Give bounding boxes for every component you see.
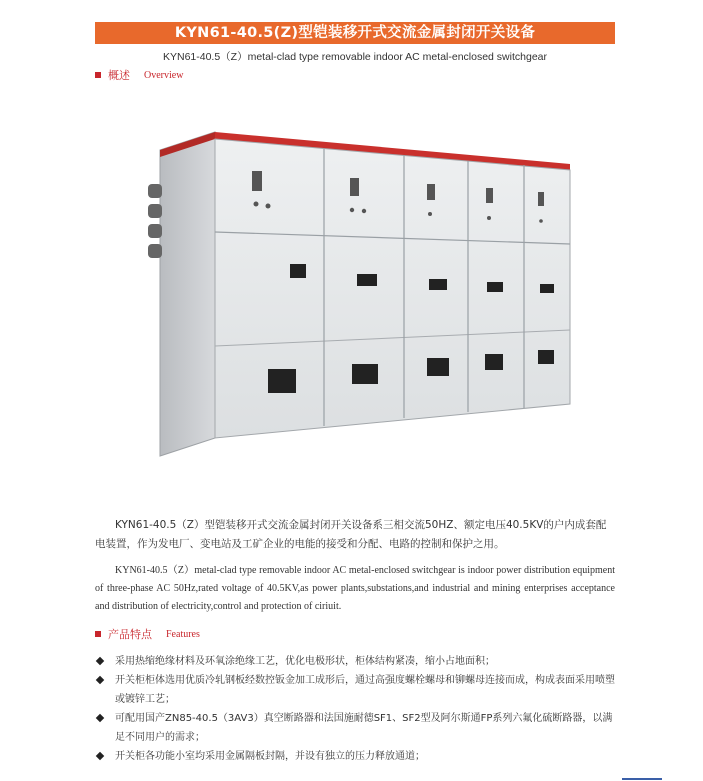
- bullet-diamond-icon: [96, 676, 104, 684]
- list-item: [95, 652, 620, 671]
- section-square-icon: [95, 631, 101, 637]
- overview-heading-en: Overview: [144, 69, 184, 81]
- features-heading-en: Features: [166, 628, 200, 640]
- section-square-icon: [95, 72, 101, 78]
- overview-paragraph-zh: KYN61-40.5（Z）型铠装移开式交流金属封闭开关设备系三相交流50HZ、额定电压40.5KV的户内成套配电装置，作为发电厂、变电站及工矿企业的电能的接受和分配、电路的控制和保护之用。: [95, 519, 607, 550]
- features-heading: [95, 627, 200, 641]
- corner-divider: [622, 778, 662, 780]
- features-list: [95, 652, 620, 766]
- feature-text: 开关柜柜体选用优质冷轧钢板经数控钣金加工成形后，通过高强度螺栓螺母和铆螺母连接而成，构成表面采用喷塑或镀锌工艺；: [115, 675, 615, 705]
- list-item: [95, 709, 620, 747]
- features-heading-zh: 产品特点: [108, 628, 152, 641]
- feature-text: 可配用国产ZN85-40.5（3AV3）真空断路器和法国施耐德SF1、SF2型及阿尔斯通FP系列六氟化硫断路器，以满足不同用户的需求；: [115, 713, 613, 743]
- feature-text: 开关柜各功能小室均采用金属隔板封隔，并设有独立的压力释放通道；: [115, 751, 425, 762]
- feature-text: 采用热缩绝缘材料及环氧涂绝缘工艺，优化电极形状，柜体结构紧凑，缩小占地面积；: [115, 656, 495, 667]
- bullet-diamond-icon: [96, 657, 104, 665]
- overview-heading-zh: 概述: [108, 69, 130, 82]
- overview-paragraph-en: KYN61-40.5（Z）metal-clad type removable indoor AC metal-enclosed switchgear is indoor power distribution equipment of three-phase AC 50Hz,rated voltage of 40.5KV,as power plants,substations,and industrial and mining enterprises acceptance and distribution of electricity,control and protection of ciriuit.: [95, 565, 615, 612]
- switchgear-photo: [140, 126, 580, 466]
- bullet-diamond-icon: [96, 752, 104, 760]
- page-subtitle: KYN61-40.5（Z）metal-clad type removable indoor AC metal-enclosed switchgear: [162, 51, 547, 63]
- list-item: [95, 671, 620, 709]
- bullet-diamond-icon: [96, 714, 104, 722]
- overview-heading: [95, 68, 183, 82]
- page-title: KYN61-40.5(Z)型铠装移开式交流金属封闭开关设备: [95, 22, 615, 44]
- list-item: [95, 747, 620, 766]
